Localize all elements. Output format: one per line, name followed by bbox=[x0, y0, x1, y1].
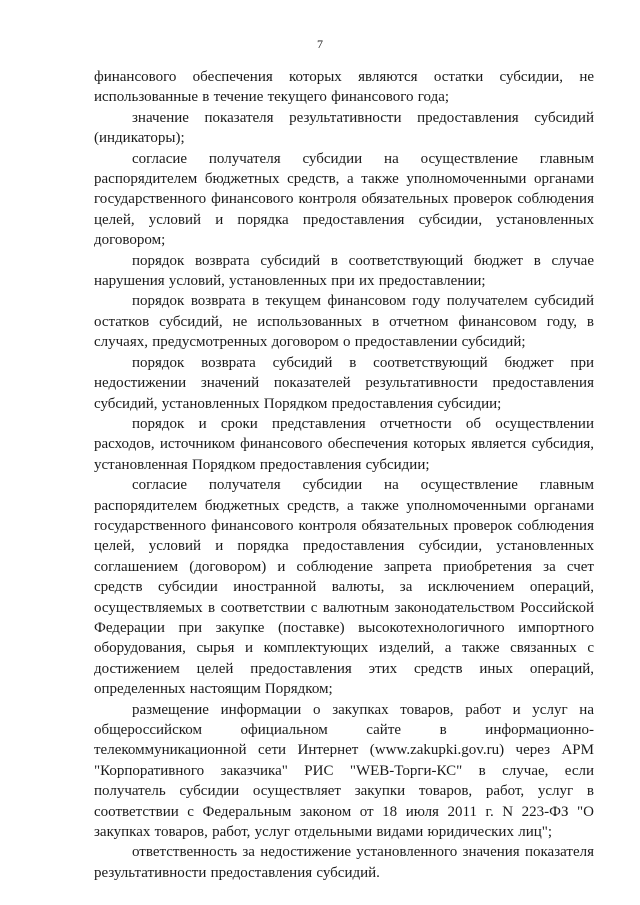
paragraph-return-on-violation: порядок возврата субсидий в соответствующий бюджет в случае нарушения условий, установленных при их предоставлении; bbox=[94, 252, 594, 290]
paragraph-return-on-underachievement: порядок возврата субсидий в соответствующий бюджет при недостижении значений показателей результативности предоставления субсидий, установленных Порядком предоставления субсидии; bbox=[94, 354, 594, 412]
paragraph-procurement-info: размещение информации о закупках товаров, работ и услуг на общероссийском официальном сайте в информационно-телекоммуникационной сети Интернет (www.zakupki.gov.ru) через АРМ "Корпоративного заказчика" РИС "WEB-Торги-КС" в случае, если получатель субсидии осуществляет закупки товаров, работ, услуг в соответствии с Федеральным законом от 18 июля 2011 г. N 223-ФЗ "О закупках товаров, работ, услуг отдельными видами юридических лиц"; bbox=[94, 701, 594, 841]
paragraph-performance-indicator: значение показателя результативности предоставления субсидий (индикаторы); bbox=[94, 109, 594, 147]
paragraph-responsibility: ответственность за недостижение установленного значения показателя результативности предоставления субсидий. bbox=[94, 844, 594, 881]
paragraph-return-of-remainders: порядок возврата в текущем финансовом году получателем субсидий остатков субсидий, не использованных в отчетном финансовом году, в случаях, предусмотренных договором о предоставлении субсидий; bbox=[94, 293, 594, 351]
paragraph-reporting-procedure: порядок и сроки представления отчетности об осуществлении расходов, источником финансового обеспечения которых является субсидия, установленная Порядком предоставления субсидии; bbox=[94, 415, 594, 473]
paragraph-continuation: финансового обеспечения которых являются остатки субсидии, не использованные в течение текущего финансового года; bbox=[94, 69, 594, 106]
document-body bbox=[94, 67, 594, 883]
paragraph-consent-inspections: согласие получателя субсидии на осуществление главным распорядителем бюджетных средств, а также уполномоченными органами государственного финансового контроля обязательных проверок соблюдения целей, условий и порядка предоставления субсидии, установленных договором; bbox=[94, 150, 594, 249]
page-number: 7 bbox=[317, 37, 323, 51]
paragraph-consent-currency-ban: согласие получателя субсидии на осуществление главным распорядителем бюджетных средств, а также уполномоченными органами государственного финансового контроля обязательных проверок соблюдения целей, условий и порядка предоставления субсидии, установленных соглашением (договором) и соблюдение запрета приобретения за счет средств субсидии иностранной валюты, за исключением операций, осуществляемых в соответствии с валютным законодательством Российской Федерации при закупке (поставке) высокотехнологичного импортного оборудования, сырья и комплектующих изделий, а также связанных с достижением целей предоставления этих средств иных операций, определенных настоящим Порядком; bbox=[94, 477, 594, 698]
